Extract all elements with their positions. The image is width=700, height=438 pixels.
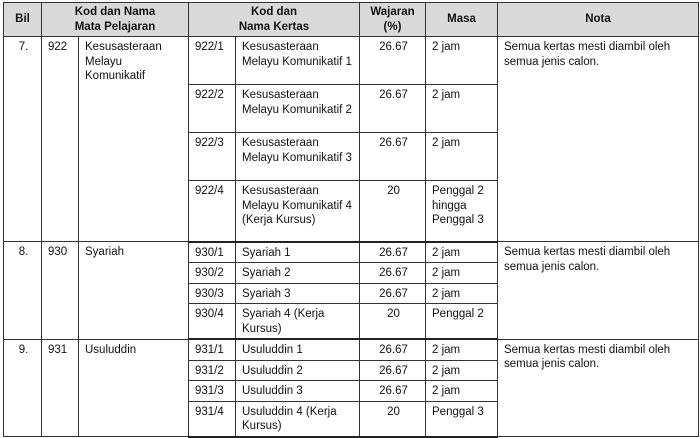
paper-time: 2 jam: [426, 133, 498, 181]
paper-time: 2 jam: [426, 283, 498, 304]
paper-weight: 26.67: [360, 381, 426, 402]
header-subject: Kod dan Nama Mata Pelajaran: [42, 3, 189, 37]
paper-code: 930/4: [189, 304, 236, 340]
paper-code: 931/3: [189, 381, 236, 402]
paper-code: 930/2: [189, 263, 236, 284]
paper-time: Penggal 3: [426, 401, 498, 437]
paper-time: Penggal 2: [426, 304, 498, 340]
paper-weight: 26.67: [360, 37, 426, 85]
paper-code: 931/2: [189, 360, 236, 381]
subject-code: 930: [42, 242, 79, 340]
paper-name: Kesusasteraan Melayu Komunikatif 4 (Kerja Kursus): [236, 181, 360, 242]
paper-weight: 20: [360, 401, 426, 437]
table-row: [4, 37, 699, 85]
paper-name: Syariah 2: [236, 263, 360, 284]
subject-note: Semua kertas mesti diambil oleh semua jenis calon.: [498, 339, 699, 437]
header-weight: Wajaran (%): [360, 3, 426, 37]
paper-name: Syariah 4 (Kerja Kursus): [236, 304, 360, 340]
paper-weight: 26.67: [360, 263, 426, 284]
paper-name: Usuluddin 1: [236, 339, 360, 360]
paper-weight: 26.67: [360, 360, 426, 381]
header-time: Masa: [426, 3, 498, 37]
table-body: [4, 37, 699, 437]
paper-time: 2 jam: [426, 381, 498, 402]
paper-code: 931/1: [189, 339, 236, 360]
paper-time: 2 jam: [426, 339, 498, 360]
paper-code: 922/1: [189, 37, 236, 85]
paper-name: Kesusasteraan Melayu Komunikatif 3: [236, 133, 360, 181]
table-row: [4, 242, 699, 263]
paper-code: 922/2: [189, 85, 236, 133]
subject-paper-table: [3, 2, 699, 438]
header-note: Nota: [498, 3, 699, 37]
paper-time: 2 jam: [426, 242, 498, 263]
paper-time: 2 jam: [426, 37, 498, 85]
header-bil: Bil: [4, 3, 42, 37]
paper-weight: 20: [360, 181, 426, 242]
paper-time: Penggal 2 hingga Penggal 3: [426, 181, 498, 242]
paper-code: 922/3: [189, 133, 236, 181]
paper-name: Usuluddin 2: [236, 360, 360, 381]
paper-name: Syariah 3: [236, 283, 360, 304]
paper-weight: 26.67: [360, 133, 426, 181]
paper-name: Syariah 1: [236, 242, 360, 263]
paper-weight: 26.67: [360, 242, 426, 263]
subject-note: Semua kertas mesti diambil oleh semua jenis calon.: [498, 242, 699, 340]
paper-code: 931/4: [189, 401, 236, 437]
paper-time: 2 jam: [426, 360, 498, 381]
paper-name: Usuluddin 3: [236, 381, 360, 402]
paper-time: 2 jam: [426, 263, 498, 284]
row-number: 8.: [4, 242, 42, 340]
row-number: 9.: [4, 339, 42, 437]
paper-name: Usuluddin 4 (Kerja Kursus): [236, 401, 360, 437]
paper-name: Kesusasteraan Melayu Komunikatif 2: [236, 85, 360, 133]
paper-time: 2 jam: [426, 85, 498, 133]
paper-weight: 20: [360, 304, 426, 340]
paper-weight: 26.67: [360, 339, 426, 360]
paper-weight: 26.67: [360, 283, 426, 304]
row-number: 7.: [4, 37, 42, 242]
subject-code: 922: [42, 37, 79, 242]
header-row: [4, 3, 699, 37]
paper-weight: 26.67: [360, 85, 426, 133]
subject-note: Semua kertas mesti diambil oleh semua jenis calon.: [498, 37, 699, 242]
paper-name: Kesusasteraan Melayu Komunikatif 1: [236, 37, 360, 85]
subject-name: Syariah: [79, 242, 189, 340]
subject-name: Kesusasteraan Melayu Komunikatif: [79, 37, 189, 242]
subject-name: Usuluddin: [79, 339, 189, 437]
paper-code: 922/4: [189, 181, 236, 242]
table-row: [4, 339, 699, 360]
paper-code: 930/3: [189, 283, 236, 304]
paper-code: 930/1: [189, 242, 236, 263]
subject-code: 931: [42, 339, 79, 437]
header-paper: Kod dan Nama Kertas: [189, 3, 360, 37]
